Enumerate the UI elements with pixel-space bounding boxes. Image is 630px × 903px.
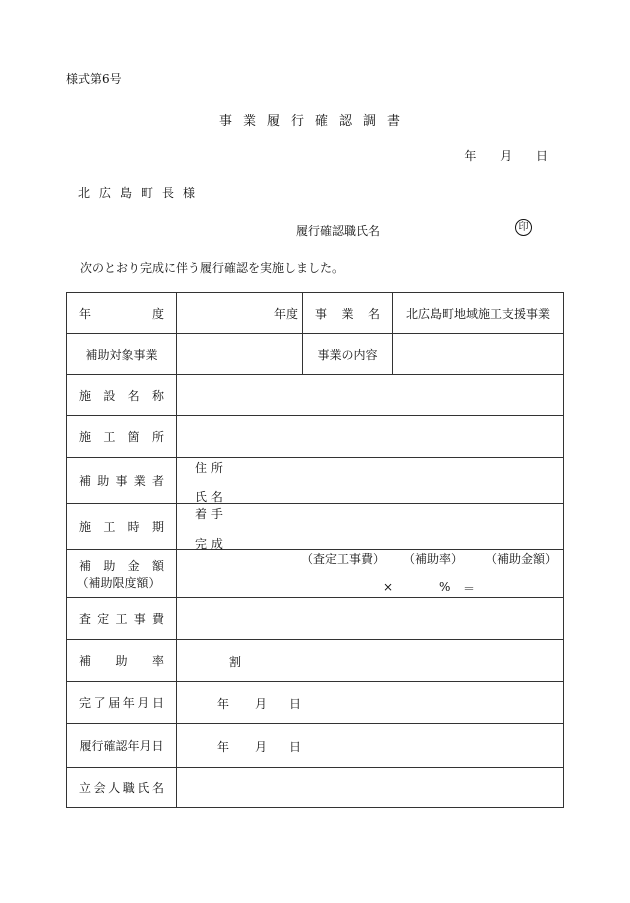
facility-name-field[interactable] bbox=[177, 375, 564, 416]
header-subsidy-amount: （補助金額） bbox=[485, 552, 558, 566]
label-assessed-cost: 査 定 工 事 費 bbox=[67, 598, 177, 640]
document-date[interactable]: 年 月 日 bbox=[464, 149, 548, 163]
subsidy-rate-field[interactable] bbox=[177, 640, 564, 682]
date-year: 年 bbox=[217, 697, 230, 711]
table-row bbox=[67, 640, 564, 682]
label-subsidy-rate: 補 助 率 bbox=[67, 640, 177, 682]
confirmation-date-field[interactable] bbox=[177, 724, 564, 768]
label-facility-name: 施 設 名 称 bbox=[67, 375, 177, 416]
document-title: 事業履行確認調書 bbox=[218, 114, 411, 129]
complete-label: 完 成 bbox=[195, 537, 223, 551]
label-confirmation-date: 履行確認年月日 bbox=[67, 724, 177, 768]
operator-name-label: 氏 名 bbox=[195, 490, 223, 504]
date-day: 日 bbox=[289, 740, 302, 754]
label-fiscal-year: 年 度 bbox=[67, 293, 177, 334]
project-name-value: 北広島町地域施工支援事業 bbox=[393, 293, 564, 334]
confirmation-table bbox=[66, 292, 564, 808]
form-number: 様式第6号 bbox=[66, 72, 122, 86]
start-label: 着 手 bbox=[195, 507, 223, 521]
date-month: 月 bbox=[255, 740, 268, 754]
table-row bbox=[67, 682, 564, 724]
label-project-name: 事 業 名 bbox=[303, 293, 393, 334]
fiscal-year-field[interactable]: 年度 bbox=[177, 293, 303, 334]
date-month: 月 bbox=[255, 697, 268, 711]
table-row bbox=[67, 724, 564, 768]
label-subsidized-project: 補助対象事業 bbox=[67, 334, 177, 375]
table-row bbox=[67, 416, 564, 458]
header-assessed-cost: （査定工事費） bbox=[301, 552, 386, 566]
construction-site-field[interactable] bbox=[177, 416, 564, 458]
percent-sign: % bbox=[439, 580, 451, 594]
seal-mark: 印 bbox=[515, 219, 532, 236]
times-sign: × bbox=[383, 580, 394, 594]
completion-report-date-field[interactable] bbox=[177, 682, 564, 724]
label-project-content: 事業の内容 bbox=[303, 334, 393, 375]
construction-period-field[interactable] bbox=[177, 504, 564, 550]
table-row bbox=[67, 504, 564, 550]
intro-text: 次のとおり完成に伴う履行確認を実施しました。 bbox=[80, 261, 345, 275]
table-row bbox=[67, 550, 564, 598]
table-row bbox=[67, 458, 564, 504]
rate-unit: 割 bbox=[229, 655, 242, 669]
project-content-field[interactable] bbox=[393, 334, 564, 375]
operator-field[interactable] bbox=[177, 458, 564, 504]
label-construction-site: 施 工 箇 所 bbox=[67, 416, 177, 458]
inspector-label: 履行確認職氏名 bbox=[296, 224, 381, 238]
equals-sign: ＝ bbox=[463, 582, 476, 596]
table-row bbox=[67, 598, 564, 640]
label-subsidized-operator: 補 助 事 業 者 bbox=[67, 458, 177, 504]
table-row bbox=[67, 293, 564, 334]
label-witness-name: 立 会 人 職 氏 名 bbox=[67, 768, 177, 808]
subsidized-project-field[interactable] bbox=[177, 334, 303, 375]
subsidy-amount-field[interactable] bbox=[177, 550, 564, 598]
date-day: 日 bbox=[289, 697, 302, 711]
operator-address-label: 住 所 bbox=[195, 461, 223, 475]
label-construction-period: 施 工 時 期 bbox=[67, 504, 177, 550]
table-row bbox=[67, 334, 564, 375]
witness-name-field[interactable] bbox=[177, 768, 564, 808]
assessed-cost-field[interactable] bbox=[177, 598, 564, 640]
addressee: 北広島町長様 bbox=[78, 186, 205, 200]
table-row bbox=[67, 375, 564, 416]
label-completion-report-date: 完 了 届 年 月 日 bbox=[67, 682, 177, 724]
date-year: 年 bbox=[217, 740, 230, 754]
label-subsidy-amount: 補 助 金 額 （補助限度額） bbox=[67, 550, 177, 598]
header-subsidy-rate: （補助率） bbox=[403, 552, 464, 566]
table-row bbox=[67, 768, 564, 808]
